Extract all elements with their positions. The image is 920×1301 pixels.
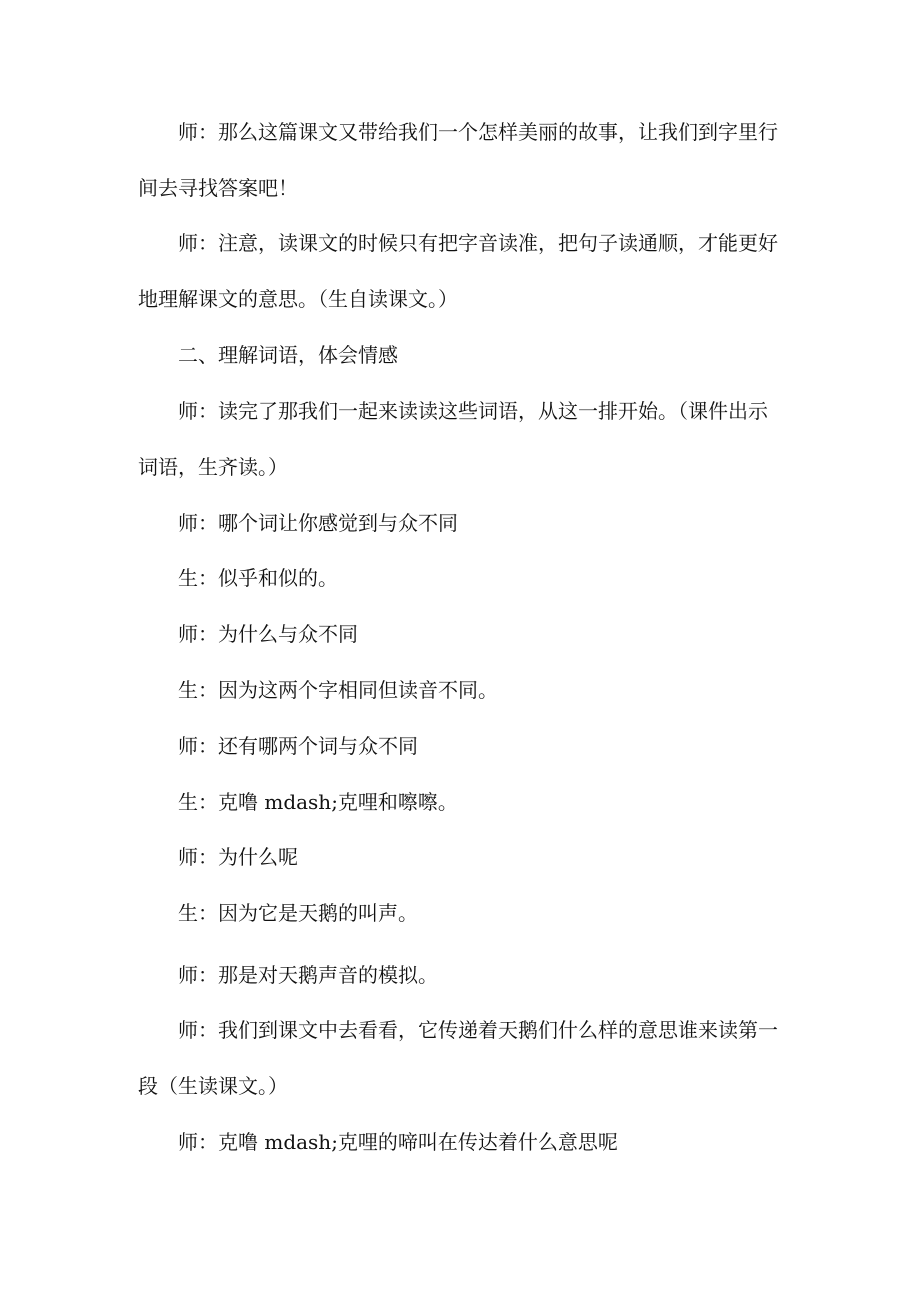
paragraph-line: 师：为什么与众不同	[178, 622, 358, 646]
paragraph-line: 师：还有哪两个词与众不同	[178, 734, 418, 758]
paragraph-line: 师：读完了那我们一起来读读这些词语，从这一排开始。（课件出示	[178, 399, 768, 423]
paragraph-line: 生：似乎和似的。	[178, 566, 338, 590]
heading-line: 二、理解词语，体会情感	[178, 343, 398, 367]
paragraph-line: 地理解课文的意思。（生自读课文。）	[138, 287, 458, 311]
paragraph-line: 师：哪个词让你感觉到与众不同	[178, 511, 458, 535]
paragraph-line: 生：克噜 mdash;克哩和嚓嚓。	[178, 790, 458, 814]
paragraph-line: 师：注意，读课文的时候只有把字音读准，把句子读通顺，才能更好	[178, 231, 778, 255]
paragraph-line: 师：为什么呢	[178, 845, 298, 869]
paragraph-line: 师：克噜 mdash;克哩的啼叫在传达着什么意思呢	[178, 1130, 618, 1154]
paragraph-line: 师：那么这篇课文又带给我们一个怎样美丽的故事，让我们到字里行	[178, 120, 778, 144]
paragraph-line: 段（生读课文。）	[138, 1074, 288, 1098]
paragraph-line: 间去寻找答案吧！	[138, 176, 298, 200]
paragraph-line: 师：那是对天鹅声音的模拟。	[178, 963, 438, 987]
paragraph-line: 词语，生齐读。）	[138, 455, 288, 479]
paragraph-line: 师：我们到课文中去看看，它传递着天鹅们什么样的意思谁来读第一	[178, 1018, 778, 1042]
paragraph-line: 生：因为这两个字相同但读音不同。	[178, 678, 498, 702]
paragraph-line: 生：因为它是天鹅的叫声。	[178, 901, 418, 925]
